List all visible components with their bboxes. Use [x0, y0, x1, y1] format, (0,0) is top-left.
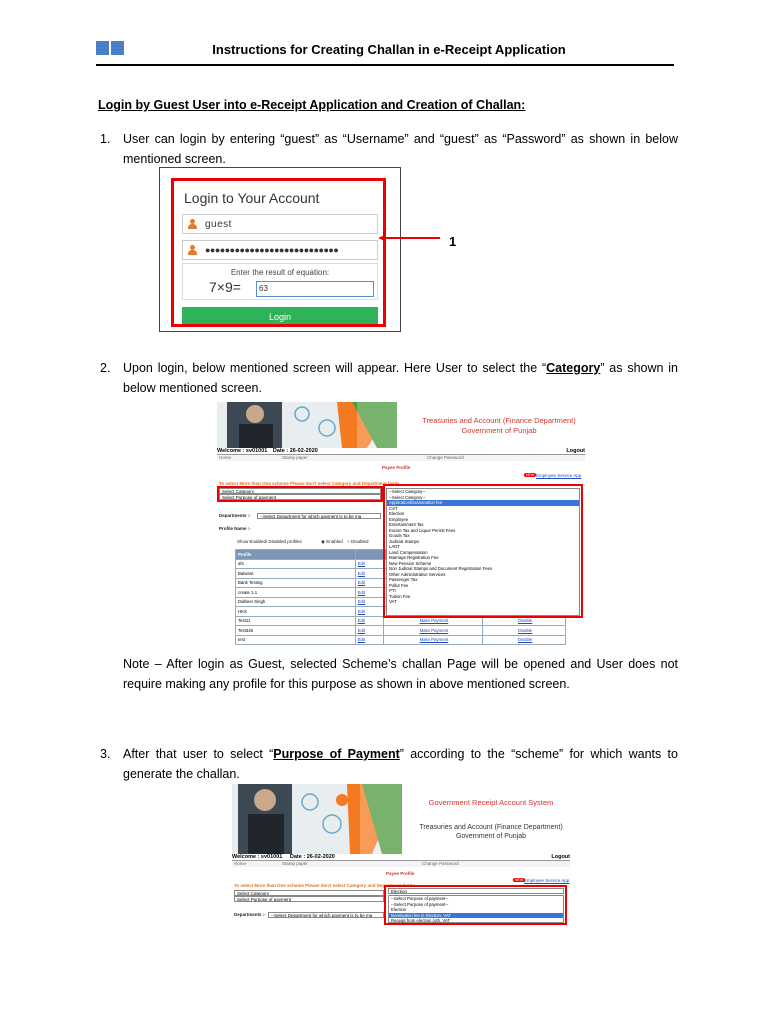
dropdown-option[interactable]: Nomination fee in Election, VAT	[389, 913, 563, 919]
disable-link[interactable]: Disable	[483, 626, 566, 636]
payee-profile-title: Payee Profile	[382, 465, 411, 470]
dropdown-option[interactable]: Election	[391, 907, 407, 912]
dropdown-option[interactable]: Land Compensation	[389, 549, 428, 555]
banner-graphic-icon	[217, 402, 397, 448]
dropdown-option[interactable]: Pollut Fee	[389, 582, 409, 588]
welcome-date: Date : 26-02-2020	[272, 448, 318, 454]
dropdown-option[interactable]: Goods Tax	[389, 533, 410, 538]
step-3-number: 3.	[100, 747, 111, 761]
disable-link[interactable]: Disable	[483, 616, 566, 626]
dropdown-option[interactable]: Excise Tax and Liquor Permit Fees	[389, 527, 456, 533]
category-dropdown-highlight	[383, 484, 583, 618]
departments-label: Departments :-	[219, 513, 251, 518]
dept-line-2: Government of Punjab	[461, 426, 537, 435]
menu-home[interactable]: Home	[234, 861, 247, 866]
employee-service-link[interactable]: Employee Service App	[536, 473, 582, 478]
table-row: Balwant Edit	[236, 569, 566, 579]
scheme-warning: To select More than One scheme Please don't select Category and Department fields	[219, 481, 400, 486]
welcome-user: Welcome : sv01001	[232, 854, 283, 860]
table-row: Test345 Edit Make Payment Disable	[236, 626, 566, 636]
callout-number: 1	[449, 234, 457, 249]
dropdown-option[interactable]: Application/Examination fee	[387, 500, 579, 506]
note-text: Note – After login as Guest, selected Scheme’s challan Page will be opened and User does not require making any profile for this purpose as shown in above mentioned screen.	[123, 657, 678, 691]
dropdown-option[interactable]: Entertainment Tax	[389, 522, 424, 527]
logout-link[interactable]: Logout	[566, 448, 585, 454]
disabled-label: Disabled	[350, 539, 369, 544]
highlight-box	[171, 178, 386, 327]
password-value: ●●●●●●●●●●●●●●●●●●●●●●●●●●●	[205, 245, 339, 255]
make-payment-link[interactable]: Make Payment	[383, 616, 483, 626]
app-banner	[217, 402, 585, 448]
dropdown-option[interactable]: --Select Purpose of payment--	[391, 896, 449, 901]
captcha-equation: 7×9=	[209, 279, 241, 295]
dropdown-option[interactable]: Tuition Fee	[389, 593, 411, 599]
dropdown-option[interactable]: CST	[389, 505, 398, 511]
callout-arrow	[378, 235, 440, 241]
edit-link[interactable]: Edit	[355, 569, 383, 579]
step-2-emph: Category	[546, 361, 601, 375]
table-row: create 1.1 Edit	[236, 588, 566, 598]
edit-link[interactable]: Edit	[355, 578, 383, 588]
menu-bar	[217, 455, 585, 461]
purpose-highlight	[384, 885, 567, 925]
payee-profile-title: Payee Profile	[386, 871, 415, 876]
table-row: afs Edit	[236, 559, 566, 569]
dropdown-option[interactable]: Passenger Tax	[389, 577, 418, 582]
menu-stamp[interactable]: Stamp paper	[282, 455, 308, 460]
departments-label: Departments :-	[234, 912, 266, 917]
category-select[interactable]: Select Category	[234, 890, 384, 896]
new-badge: NEW	[526, 473, 535, 477]
menu-home[interactable]: Home	[219, 455, 232, 460]
table-row: Bank Testing Edit	[236, 578, 566, 588]
step-2-text-a: Upon login, below mentioned screen will appear. Here User to select the “	[123, 361, 547, 375]
menu-change-password[interactable]: Change Password	[422, 861, 459, 866]
edit-link[interactable]: Edit	[355, 635, 383, 645]
welcome-date: Date : 26-02-2020	[289, 854, 335, 860]
table-row: test Edit Make Payment Disable	[236, 635, 566, 645]
step-2-text-b: ” as shown in below mentioned screen.	[123, 361, 678, 395]
dropdown-option[interactable]: Other Administrative Services	[389, 571, 446, 577]
menu-change-password[interactable]: Change Password	[427, 455, 464, 460]
login-screenshot	[159, 167, 401, 332]
step-1-text: User can login by entering “guest” as “Username” and “guest” as “Password” as shown in below mentioned screen.	[123, 132, 678, 166]
disabled-radio[interactable]: ○ Disabled	[347, 539, 369, 544]
dropdown-option[interactable]: Receipt from election (oth, VAT	[391, 918, 451, 923]
edit-link[interactable]: Edit	[355, 607, 383, 617]
edit-link[interactable]: Edit	[355, 616, 383, 626]
employee-service-link[interactable]: Employee Service App	[524, 878, 570, 883]
table-row: Test11 Edit Make Payment Disable	[236, 616, 566, 626]
enabled-label: Enabled	[326, 539, 343, 544]
step-3-text-b: ” according to the “scheme” for which wants to generate the challan.	[123, 747, 678, 781]
table-row: Dalbeer Singh Edit	[236, 597, 566, 607]
dropdown-option[interactable]: --Select Category--	[389, 489, 426, 494]
app-banner	[232, 784, 570, 854]
step-3-emph: Purpose of Payment	[273, 747, 400, 761]
table-head: Profile	[236, 550, 356, 560]
purpose-screenshot	[232, 784, 570, 928]
category-select[interactable]: Select Category	[219, 488, 381, 494]
login-title: Login to Your Account	[184, 190, 320, 206]
dropdown-option[interactable]: Non Judicial Stamps and Document Registration Fees	[389, 566, 493, 571]
username-value: guest	[205, 219, 232, 230]
header-rule	[96, 64, 674, 66]
menu-stamp[interactable]: Stamp paper	[282, 861, 308, 866]
section-heading: Login by Guest User into e-Receipt Application and Creation of Challan:	[98, 98, 526, 112]
make-payment-link[interactable]: Make Payment	[383, 635, 483, 645]
profile-name-label: Profile Name :-	[219, 526, 251, 531]
login-button[interactable]: Login	[182, 307, 378, 327]
purpose-select[interactable]: Select Purpose of payment	[219, 494, 381, 500]
dropdown-option[interactable]: Judicial Stamps	[389, 538, 420, 544]
dropdown-option[interactable]: --Select Category--	[389, 494, 426, 500]
category-screenshot	[217, 402, 585, 650]
dropdown-option[interactable]: Employee	[389, 516, 409, 522]
show-profiles-label: Show Enabled/ Disabled profiles	[237, 539, 302, 544]
scheme-warning: To select More than One scheme Please don't select Category and Department fields	[234, 883, 415, 888]
make-payment-link[interactable]: Make Payment	[383, 626, 483, 636]
department-select[interactable]: --Select Department for which payment is to be ma	[257, 513, 381, 519]
document-title: Instructions for Creating Challan in e-Receipt Application	[212, 42, 566, 57]
dropdown-option[interactable]: New Pension Scheme	[389, 560, 432, 566]
step-3-text	[123, 744, 678, 784]
system-title: Government Receipt Account System	[428, 798, 554, 807]
logout-link[interactable]: Logout	[551, 854, 570, 860]
new-badge: NEW	[515, 878, 524, 882]
edit-link[interactable]: Edit	[355, 559, 383, 569]
edit-link[interactable]: Edit	[355, 597, 383, 607]
step-3-text-a: After that user to select “	[123, 747, 274, 761]
dropdown-option[interactable]: LADT	[389, 544, 400, 549]
dropdown-option[interactable]: VAT	[389, 599, 397, 604]
disable-link[interactable]: Disable	[483, 635, 566, 645]
dept-line-2: Government of Punjab	[455, 833, 527, 840]
dept-line-1: Treasuries and Account (Finance Department)	[419, 824, 563, 831]
edit-link[interactable]: Edit	[355, 626, 383, 636]
welcome-bar	[232, 854, 570, 861]
dropdown-option[interactable]: Marriage Registration Fee	[389, 555, 439, 560]
dropdown-option[interactable]: --Select Purpose of payment--	[391, 901, 449, 907]
edit-link[interactable]: Edit	[355, 588, 383, 598]
category-select-open[interactable]: Election	[388, 888, 564, 894]
dropdown-option[interactable]: Election	[389, 511, 405, 516]
category-highlight	[217, 486, 383, 502]
step-2-number: 2.	[100, 361, 111, 375]
dropdown-option[interactable]: PTI	[389, 588, 396, 593]
table-row: HKS Edit	[236, 607, 566, 617]
step-1-number: 1.	[100, 132, 111, 146]
captcha-input[interactable]: 63	[256, 281, 374, 297]
enabled-radio[interactable]: ◉ Enabled	[321, 539, 343, 544]
welcome-user: Welcome : sv01001	[217, 448, 268, 454]
captcha-label: Enter the result of equation:	[230, 268, 330, 277]
department-select[interactable]: --Select Department for which payment is to be ma	[268, 912, 384, 918]
menu-bar	[232, 861, 570, 867]
dept-line-1: Treasuries and Account (Finance Department)	[422, 416, 576, 425]
step-2-text	[123, 358, 678, 398]
welcome-bar	[217, 448, 585, 455]
banner-graphic-icon	[232, 784, 402, 854]
purpose-select[interactable]: Select Purpose of payment	[234, 896, 384, 902]
